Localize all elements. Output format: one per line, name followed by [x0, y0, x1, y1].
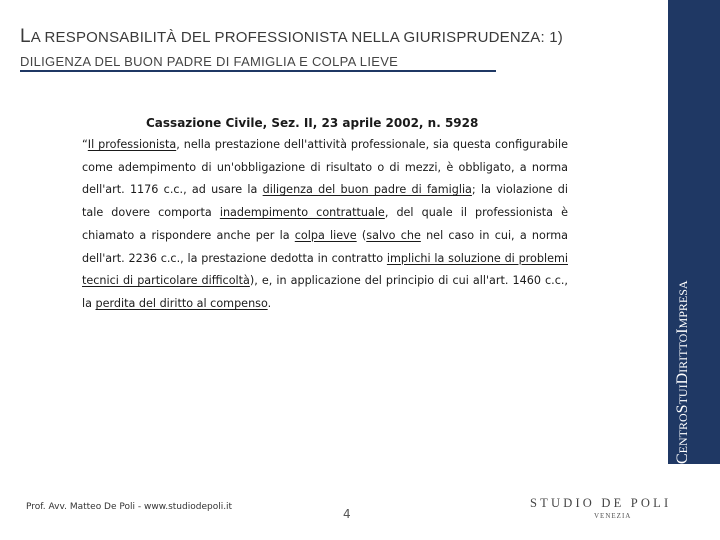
sidebar-label: CENTROSTUIDIRITTOIMPRESA: [674, 280, 691, 464]
brand-location: VENEZIA: [594, 512, 632, 520]
slide-subtitle: DILIGENZA DEL BUON PADRE DI FAMIGLIA E COLPA LIEVE: [20, 54, 399, 69]
case-quote: “Il professionista, nella prestazione dell'attività professionale, sia questa configurabile come adempimento di un'obbligazione di risultato o di mezzi, è obbligato, a norma dell'art. 1176 c.c., ad usare la diligenza del buon padre di famiglia; la violazione di tale dovere comporta inadempimento contrattuale, del quale il professionista è chiamato a rispondere anche per la colpa lieve (salvo che nel caso in cui, a norma dell'art. 2236 c.c., la prestazione dedotta in contratto implichi la soluzione di problemi tecnici di particolare difficoltà), e, in applicazione del principio di cui all'art. 1460 c.c., la perdita del diritto al compenso.: [82, 138, 569, 310]
title-underline: [20, 70, 496, 72]
page-number: 4: [343, 507, 351, 521]
slide-title: LA RESPONSABILITÀ DEL PROFESSIONISTA NELLA GIURISPRUDENZA: 1): [20, 26, 563, 47]
brand-logo: STUDIO DE POLI: [530, 496, 672, 510]
footer-author: Prof. Avv. Matteo De Poli - www.studiodepoli.it: [26, 502, 233, 512]
case-citation-heading: Cassazione Civile, Sez. II, 23 aprile 2002, n. 5928: [146, 116, 479, 130]
